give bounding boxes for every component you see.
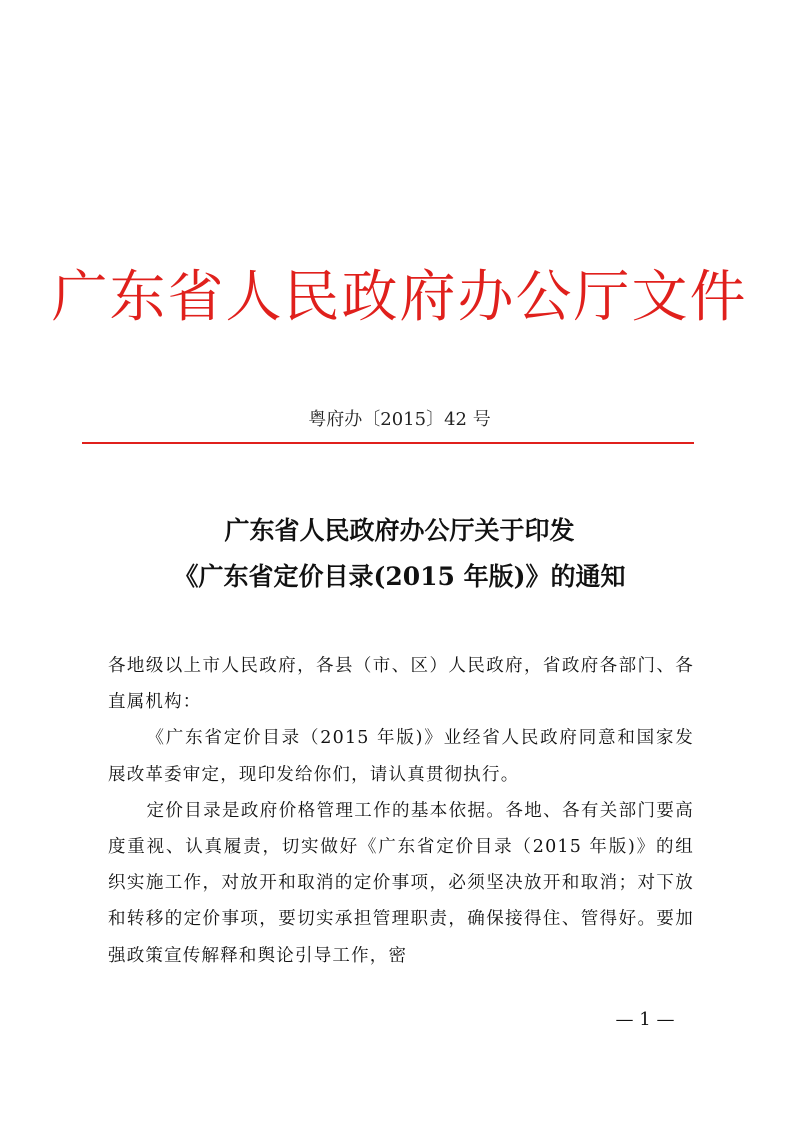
body-paragraph-2: 定价目录是政府价格管理工作的基本依据。各地、各有关部门要高度重视、认真履责，切实做好《广东省定价目录（2015 年版)》的组织实施工作，对放开和取消的定价事项，必须坚决放开和取消；对下放和转移的定价事项，要切实承担管理职责，确保接得住、管得好。要加强政策宣传解释和舆论引导工作，密: [108, 800, 694, 966]
notice-title: [0, 508, 799, 600]
notice-title-line-2: 《广东省定价目录(2015 年版)》的通知: [173, 562, 626, 591]
notice-body: [108, 648, 694, 974]
red-divider-rule: [82, 442, 694, 444]
notice-title-line-1: 广东省人民政府办公厅关于印发: [224, 516, 575, 545]
page-number: — 1 —: [615, 1009, 675, 1030]
masthead-title: 广东省人民政府办公厅文件: [51, 265, 748, 330]
document-number: 粤府办〔2015〕42 号: [308, 409, 491, 430]
addressee-line: 各地级以上市人民政府，各县（市、区）人民政府，省政府各部门、各直属机构：: [108, 656, 694, 713]
body-paragraph-1: 《广东省定价目录（2015 年版)》业经省人民政府同意和国家发展改革委审定，现印发给你们，请认真贯彻执行。: [108, 728, 694, 785]
